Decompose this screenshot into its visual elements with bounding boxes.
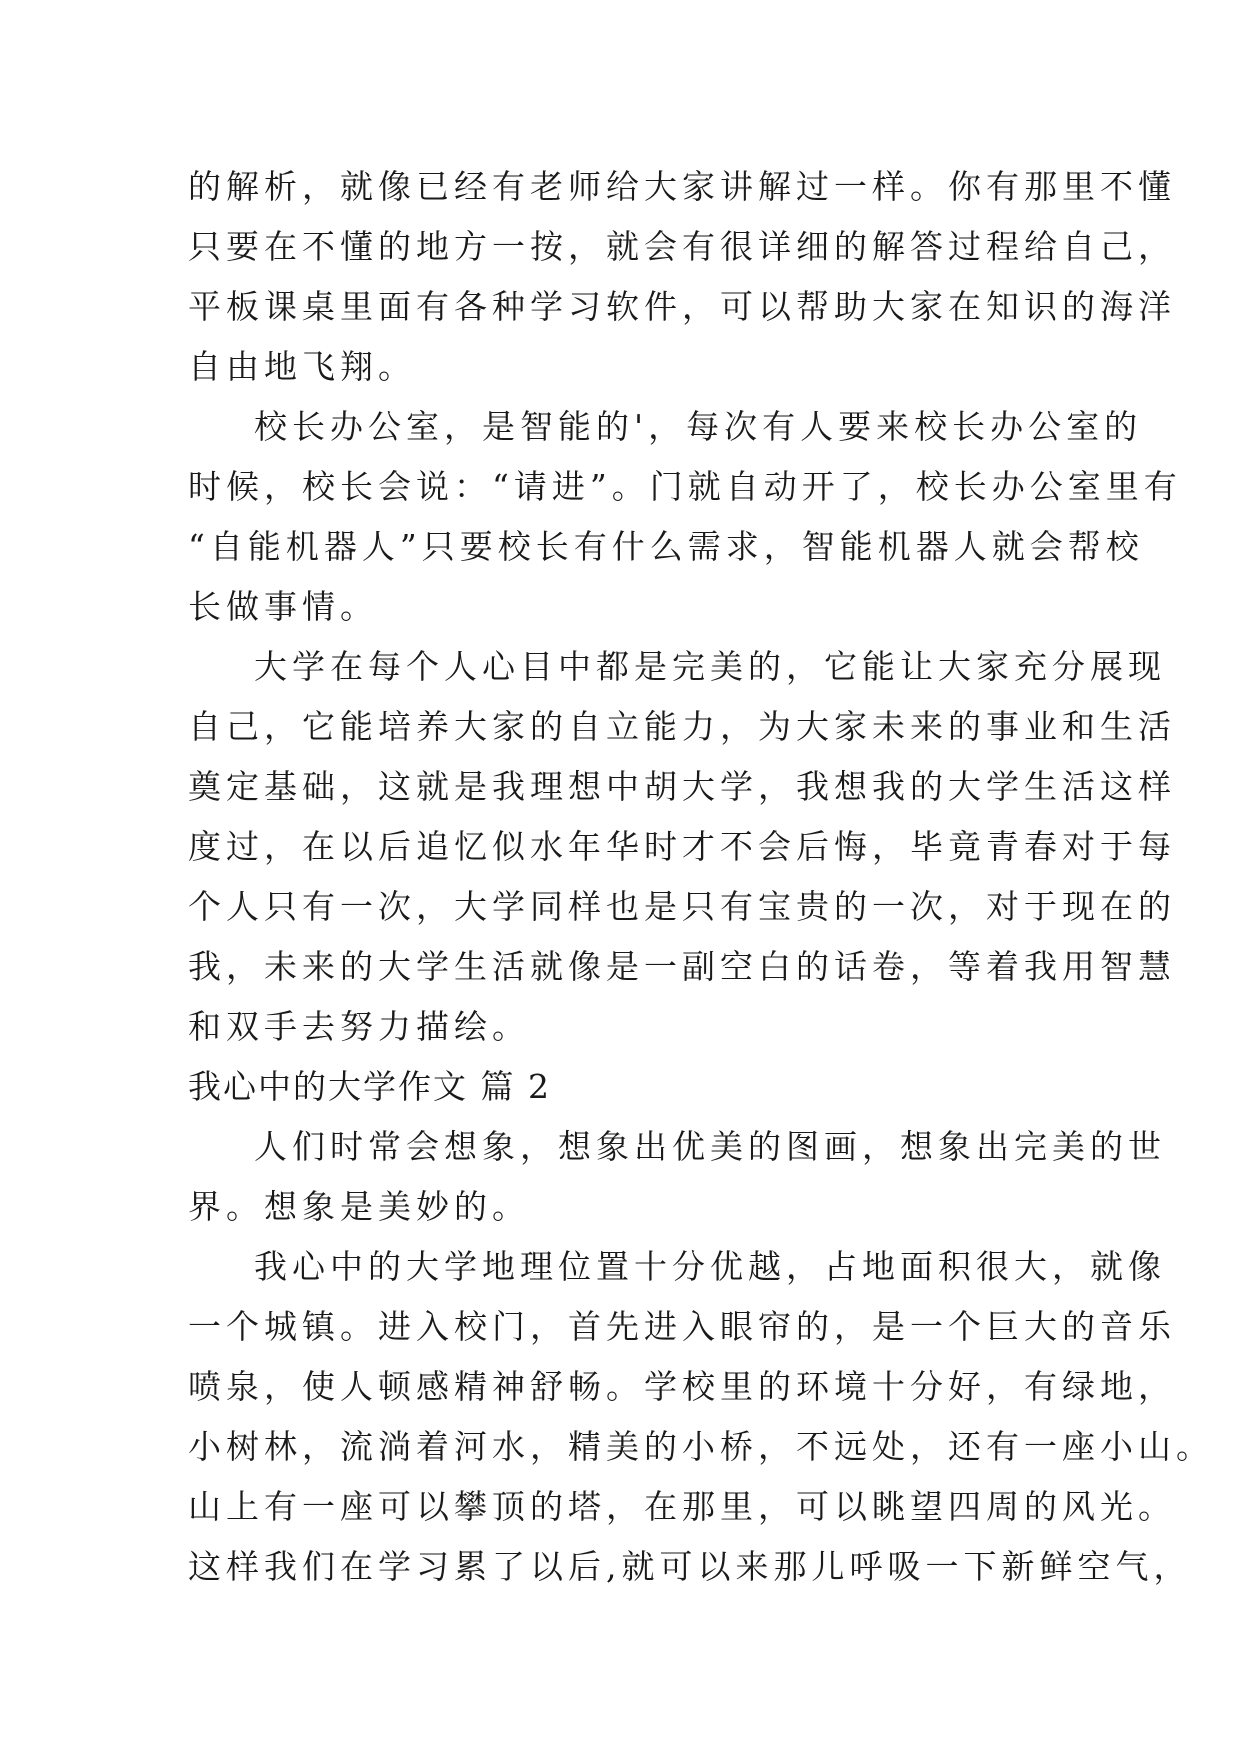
text-line: 度过，在以后追忆似水年华时才不会后悔，毕竟青春对于每 bbox=[188, 827, 1176, 866]
paragraph-first-line: 校长办公室，是智能的'，每次有人要来校长办公室的 bbox=[254, 407, 1143, 446]
text-line: 平板课桌里面有各种学习软件，可以帮助大家在知识的海洋 bbox=[188, 287, 1176, 326]
text-line: 一个城镇。进入校门，首先进入眼帘的，是一个巨大的音乐 bbox=[188, 1307, 1176, 1346]
paragraph-first-line: 我心中的大学地理位置十分优越，占地面积很大，就像 bbox=[254, 1247, 1166, 1286]
text-line: 这样我们在学习累了以后,就可以来那儿呼吸一下新鲜空气， bbox=[188, 1547, 1192, 1586]
paragraph-first-line: 大学在每个人心目中都是完美的，它能让大家充分展现 bbox=[254, 647, 1166, 686]
text-line: 时候，校长会说：“请进”。门就自动开了，校长办公室里有 bbox=[188, 467, 1182, 506]
section-heading: 我心中的大学作文 篇 2 bbox=[188, 1067, 551, 1106]
text-line: 我，未来的大学生活就像是一副空白的话卷，等着我用智慧 bbox=[188, 947, 1176, 986]
text-line: 喷泉，使人顿感精神舒畅。学校里的环境十分好，有绿地， bbox=[188, 1367, 1176, 1406]
text-line: “自能机器人”只要校长有什么需求，智能机器人就会帮校 bbox=[188, 527, 1144, 566]
paragraph-first-line: 人们时常会想象，想象出优美的图画，想象出完美的世 bbox=[254, 1127, 1166, 1166]
text-line: 山上有一座可以攀顶的塔，在那里，可以眺望四周的风光。 bbox=[188, 1487, 1176, 1526]
text-line: 自己，它能培养大家的自立能力，为大家未来的事业和生活 bbox=[188, 707, 1176, 746]
text-line: 的解析，就像已经有老师给大家讲解过一样。你有那里不懂 bbox=[188, 167, 1176, 206]
document-body bbox=[188, 157, 1214, 1597]
text-line: 只要在不懂的地方一按，就会有很详细的解答过程给自己， bbox=[188, 227, 1176, 266]
text-line: 界。想象是美妙的。 bbox=[188, 1187, 530, 1226]
text-line: 长做事情。 bbox=[188, 587, 378, 626]
text-line: 奠定基础，这就是我理想中胡大学，我想我的大学生活这样 bbox=[188, 767, 1176, 806]
text-line: 小树林，流淌着河水，精美的小桥，不远处，还有一座小山。 bbox=[188, 1427, 1214, 1466]
text-line: 自由地飞翔。 bbox=[188, 347, 416, 386]
text-line: 和双手去努力描绘。 bbox=[188, 1007, 530, 1046]
text-line: 个人只有一次，大学同样也是只有宝贵的一次，对于现在的 bbox=[188, 887, 1176, 926]
